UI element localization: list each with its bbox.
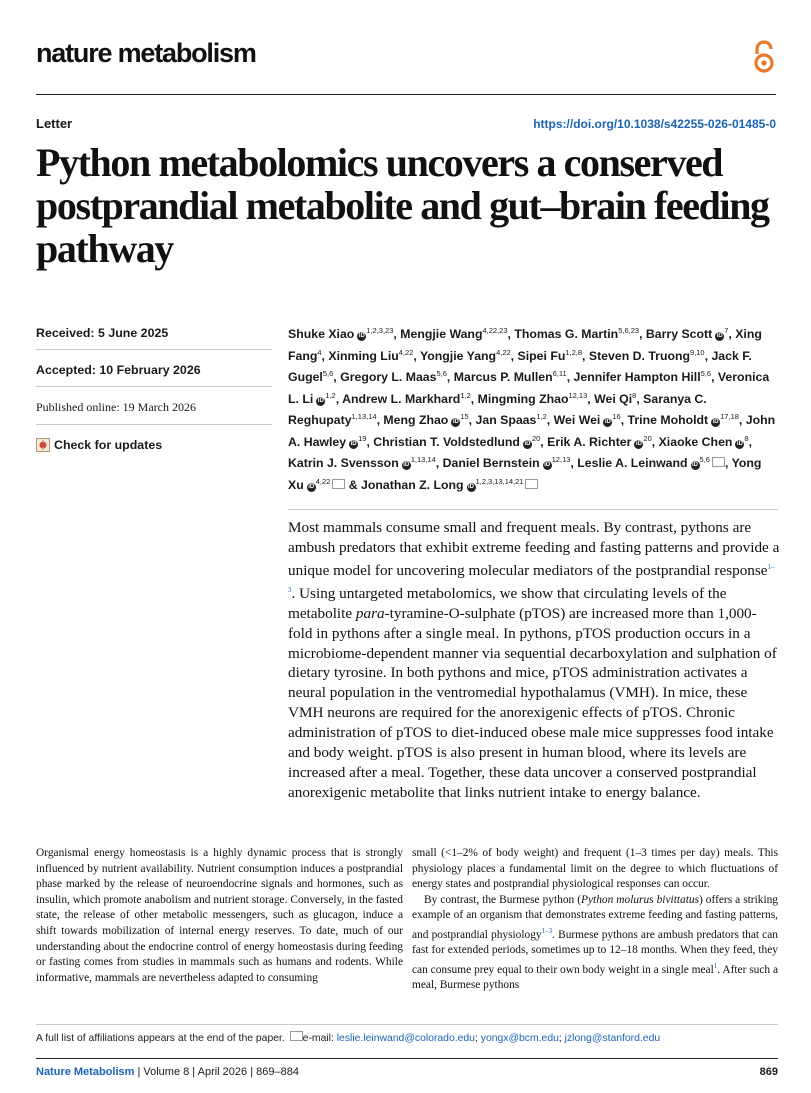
author-name[interactable]: Xinming Liu$^{4,22}$ [328, 347, 414, 363]
author-name[interactable]: John A. Hawley $iD^{19}$ [288, 413, 776, 449]
doi-link[interactable]: https://doi.org/10.1038/s42255-026-01485-0 [533, 117, 776, 131]
article-title: Python metabolomics uncovers a conserved postprandial metabolite and gut–brain feeding pathway [36, 140, 769, 271]
check-updates-icon [36, 438, 50, 452]
author-name[interactable]: Jonathan Z. Long iD$^{1,2,3,13,14,21}$ [361, 478, 538, 492]
author-list: Shuke Xiao iD$^{1,2,3,23}$, Mengjie Wang$^{4,22,23}$, Thomas G. Martin$^{5,6,23}$, Barry Scott $iD^7$, Xing Fang$^4$, Xinming Liu$^{4,22}$, Yongjie Yang$^{4,22}$, Sipei Fu$^{1,2,8}$, Steven D. Truong$^{9,10}$, Jack F. Gugel$^{5,6}$, Gregory L. Maas$^{5,6}$, Marcus P. Mullen$^{6,11}$, Jennifer Hampton Hill$^{5,6}$, Veronica L. Li iD$^{1,2}$, Andrew L. Markhard$^{1,2}$, Mingming Zhao$^{12,13}$, Wei Qi$^8$, Saranya C. Reghupaty$^{1,13,14}$, Meng Zhao $iD^{15}$, Jan Spaas$^{1,2}$, Wei Wei $iD^{16}$, Trine Moholdt iD$^{17,18}$, John A. Hawley $iD^{19}$, Christian T. Voldstedlund $iD^{20}$, Erik A. Richter $iD^{20}$, Xiaoke Chen $iD^8$, Katrin J. Svensson iD$^{1,13,14}$, Daniel Bernstein iD$^{12,13}$, Leslie A. Leinwand iD$^{5,6}$ , Yong Xu iD$^{4,22}$ & Jonathan Z. Long iD$^{1,2,3,13,14,21}$ [288, 326, 776, 492]
affiliation-sup: 1,2,3,13,14,21 [475, 476, 524, 486]
article-meta [36, 322, 272, 470]
affiliation-sup: 4,22 [398, 347, 414, 357]
affiliation-sup: 12,13 [551, 455, 571, 464]
orcid-icon[interactable]: iD [544, 462, 551, 469]
author-name[interactable]: Gregory L. Maas$^{5,6}$ [340, 369, 447, 385]
affiliation-sup: 8 [632, 390, 637, 400]
author-name[interactable]: Wei Wei $iD^{16}$ [553, 412, 621, 428]
author-name[interactable]: Shuke Xiao iD$^{1,2,3,23}$ [288, 326, 394, 342]
abstract: Most mammals consume small and frequent meals. By contrast, pythons are ambush predators that exhibit extreme feeding and fasting patterns and provide a unique model for uncovering molecular mediators of the postprandial response$^{1-3}$. Using untargeted metabolomics, we show that circulating levels of the metabolite para-tyramine-O-sulphate (pTOS) are increased more than 1,000-fold in pythons after a single meal. In pythons, pTOS production occurs in a microbiome-dependent manner via sequential decarboxylation and sulphation of dietary tyrosine. In both pythons and mice, pTOS administration activates a neural population in the ventromedial hypothalamus (VMH). In mice, these VMH neurons are required for the anorexigenic effects of pTOS. Chronic administration of pTOS to diet-induced obese male mice suppresses food intake and body weight. pTOS is also present in human blood, where its levels are increased after a meal. Together, these data uncover a conserved postprandial anorexigenic metabolite that links nutrient intake to energy balance. [288, 519, 780, 801]
email-link[interactable]: yongx@bcm.edu [480, 1033, 559, 1044]
email-link[interactable]: leslie.leinwand@colorado.edu [336, 1033, 475, 1044]
author-name[interactable]: Steven D. Truong$^{9,10}$ [588, 347, 705, 363]
affiliation-sup: 17,18 [720, 412, 739, 421]
body-column-right [412, 846, 778, 994]
footnote: A full list of affiliations appears at the end of the paper. e-mail: leslie.leinwand@colorado.edu; yongx@bcm.edu; jzlong@stanford.edu [36, 1033, 661, 1044]
orcid-icon[interactable]: iD [604, 419, 611, 426]
journal-brand: nature metabolism [36, 38, 256, 68]
author-name[interactable]: Jack F. Gugel$^{5,6}$ [288, 348, 752, 385]
author-name[interactable]: Daniel Bernstein iD$^{12,13}$ [442, 455, 571, 471]
page-number: 869 [759, 1066, 778, 1078]
author-name[interactable]: Saranya C. Reghupaty$^{1,13,14}$ [288, 391, 707, 428]
affiliation-sup: 20 [643, 433, 652, 443]
journal-citation: Nature Metabolism | Volume 8 | April 2026 | 869–884 [36, 1066, 299, 1078]
affiliation-sup: 6,11 [552, 369, 567, 378]
author-name[interactable]: Yong Xu iD$^{4,22}$ [288, 456, 762, 492]
author-name[interactable]: Andrew L. Markhard$^{1,2}$ [342, 390, 471, 406]
affiliation-sup: 12,13 [568, 390, 588, 400]
affiliation-sup: 4 [317, 347, 322, 357]
author-name[interactable]: Leslie A. Leinwand iD$^{5,6}$ [577, 456, 725, 470]
footer-rule [36, 1058, 778, 1059]
orcid-icon[interactable]: iD [452, 419, 459, 426]
orcid-icon[interactable]: iD [635, 440, 642, 447]
citation-link[interactable]: 1–3 [541, 926, 553, 935]
affiliation-sup: 1,2 [460, 390, 471, 400]
author-name[interactable]: Mingming Zhao$^{12,13}$ [477, 390, 588, 406]
affiliation-sup: 19 [358, 433, 367, 443]
orcid-icon[interactable]: iD [350, 440, 357, 447]
orcid-icon[interactable]: iD [716, 333, 723, 340]
author-name[interactable]: Barry Scott $iD^7$ [645, 326, 729, 342]
affiliation-sup: 1,13,14 [351, 412, 377, 421]
orcid-icon[interactable]: iD [358, 333, 365, 340]
author-name[interactable]: Wei Qi$^8$ [594, 390, 637, 406]
published-date: Published online: 19 March 2026 [36, 396, 272, 425]
affiliation-sup: 16 [612, 412, 621, 421]
author-name[interactable]: Mengjie Wang$^{4,22,23}$ [400, 326, 508, 342]
orcid-icon[interactable]: iD [524, 440, 531, 447]
body-paragraph: small (<1–2% of body weight) and frequent (1–3 times per day) meals. This physiology places a fundamental limit on the degree to which fluctuations of energy states and postprandial physiological responses can occur. [412, 847, 778, 891]
accepted-date: Accepted: 10 February 2026 [36, 359, 272, 387]
orcid-icon[interactable]: iD [736, 440, 743, 447]
header-rule [36, 94, 776, 95]
journal-name-link[interactable]: Nature Metabolism [36, 1066, 135, 1078]
citation-link[interactable]: 1–3 [288, 562, 775, 594]
author-name[interactable]: Sipei Fu$^{1,2,8}$ [517, 347, 583, 363]
affiliation-sup: 15 [460, 412, 469, 421]
mail-icon[interactable] [712, 457, 725, 467]
author-name[interactable]: Marcus P. Mullen$^{6,11}$ [453, 369, 567, 385]
email-link[interactable]: jzlong@stanford.edu [564, 1033, 661, 1044]
affiliation-sup: 8 [744, 433, 749, 443]
author-name[interactable]: Veronica L. Li iD$^{1,2}$ [288, 370, 770, 406]
body-paragraph: Organismal energy homeostasis is a highly dynamic process that is strongly influenced by nutrient availability. Nutrient consumption induces a postprandial phase marked by the release of neuroendocrine signals and hormones, such as insulin, which promote anabolism and nutrient storage. Conversely, in the fasted state, the release of other metabolic messengers, such as glucagon, induce a shift towards mobilization of internal energy reserves. To date, much of our understanding about the endocrine control of energy homeostasis during feeding or fasting comes from studies in mammals such as humans and rodents. While informative, mammals are nevertheless adapted to consuming [36, 847, 403, 984]
affiliation-sup: 1,2,3,23 [366, 326, 394, 335]
affiliation-sup: 4,22,23 [482, 326, 508, 335]
author-name[interactable]: Xing Fang$^4$ [288, 327, 762, 363]
affiliation-sup: 4,22 [496, 347, 511, 357]
mail-icon [290, 1031, 303, 1041]
orcid-icon[interactable]: iD [712, 419, 719, 426]
affiliation-sup: 1,2 [325, 390, 336, 400]
affiliation-sup: 5,6 [322, 369, 334, 378]
affiliation-sup: 5,6 [699, 455, 710, 464]
mail-icon[interactable] [332, 479, 345, 489]
author-name[interactable]: Christian T. Voldstedlund $iD^{20}$ [373, 433, 541, 449]
orcid-icon[interactable]: iD [468, 483, 475, 490]
affiliation-sup: 1,2,8 [565, 347, 583, 357]
open-access-icon [752, 40, 776, 74]
author-name[interactable]: Yongjie Yang$^{4,22}$ [419, 347, 511, 363]
affiliation-sup: 20 [531, 433, 541, 443]
affiliation-sup: 5,6 [700, 369, 712, 378]
affiliation-sup: 7 [724, 326, 729, 335]
author-name[interactable]: Katrin J. Svensson iD$^{1,13,14}$ [288, 455, 436, 471]
body-column-left [36, 846, 403, 986]
author-name[interactable]: Trine Moholdt iD$^{17,18}$ [627, 412, 739, 428]
affiliation-sup: 1,13,14 [410, 455, 436, 464]
abstract-rule [288, 509, 778, 510]
affiliation-sup: 1,2 [536, 412, 547, 421]
affiliation-sup: 4,22 [315, 476, 331, 486]
author-name[interactable]: Thomas G. Martin$^{5,6,23}$ [514, 326, 640, 342]
orcid-icon[interactable]: iD [403, 462, 410, 469]
author-name[interactable]: Xiaoke Chen $iD^8$ [658, 433, 749, 449]
orcid-icon[interactable]: iD [692, 462, 699, 469]
author-name[interactable]: Erik A. Richter $iD^{20}$ [547, 433, 652, 449]
author-name[interactable]: Jennifer Hampton Hill$^{5,6}$ [573, 369, 712, 385]
affiliation-sup: 5,6 [436, 369, 447, 378]
affiliation-sup: 5,6,23 [618, 326, 640, 335]
author-name[interactable]: Jan Spaas$^{1,2}$ [475, 412, 547, 428]
orcid-icon[interactable]: iD [308, 483, 315, 490]
author-name[interactable]: Meng Zhao $iD^{15}$ [383, 412, 469, 428]
orcid-icon[interactable]: iD [317, 397, 324, 404]
received-date: Received: 5 June 2025 [36, 322, 272, 350]
check-updates-button[interactable]: Check for updates [36, 434, 272, 461]
affiliation-sup: 9,10 [690, 347, 705, 357]
citation-link[interactable]: 1 [713, 961, 718, 970]
mail-icon[interactable] [525, 479, 538, 489]
footnote-rule [36, 1024, 778, 1025]
body-paragraph: By contrast, the Burmese python (Python molurus bivittatus) offers a striking example of an organism that demonstrates extreme feeding and fasting patterns, and postprandial physiology$^{1-3}$. Burmese pythons are ambush predators that can fast for extended periods, sometimes up to 12–18 months. When they feed, they can consume prey equal to their own body weight in a single meal$^1$. After such a meal, Burmese pythons [412, 893, 779, 992]
article-type: Letter [36, 116, 73, 131]
